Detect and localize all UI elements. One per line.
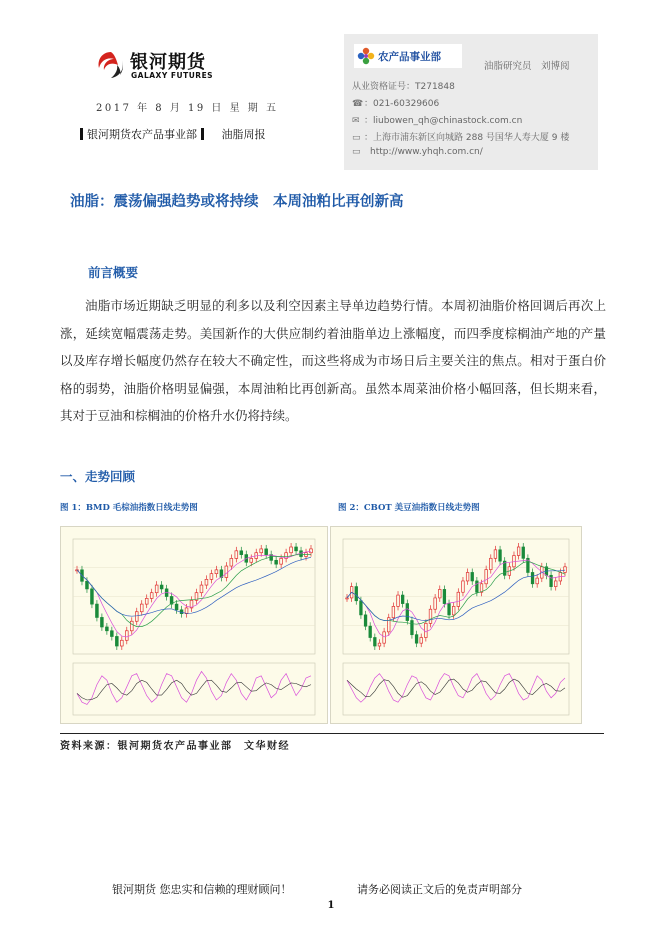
address-text: ：上海市浦东新区向城路 288 号国华人寿大厦 9 楼 (364, 133, 570, 143)
candle (489, 558, 492, 569)
candle (240, 551, 243, 555)
candle (145, 598, 148, 604)
source-divider (60, 733, 604, 734)
candle (175, 604, 178, 610)
footer-slogan: 银河期货 您忠实和信赖的理财顾问！ (112, 883, 292, 896)
email-text[interactable]: ：liubowen_qh@chinastock.com.cn (364, 116, 523, 126)
candle (155, 585, 158, 593)
candle (499, 550, 502, 561)
footer-disclaimer-note: 请务必阅读正文后的免责声明部分 (357, 883, 522, 896)
report-type: 油脂周报 (221, 128, 266, 141)
analyst-role: 油脂研究员 刘博阅 (484, 61, 570, 72)
dept-line (76, 126, 266, 142)
logo-chinese-name: 银河期货 (130, 52, 206, 73)
candle (346, 598, 349, 599)
candle (438, 589, 441, 597)
candle (425, 623, 428, 637)
intro-heading: 前言概要 (88, 265, 139, 280)
web-icon: ▭ (352, 147, 361, 157)
cbot-soyoil-chart (330, 526, 582, 724)
candle (130, 621, 133, 631)
indicator-signal-line (77, 680, 311, 700)
candle (96, 604, 99, 617)
candle (150, 593, 153, 599)
agri-dept-icon (356, 46, 376, 66)
candle (140, 604, 143, 612)
candle (420, 638, 423, 644)
candle (378, 643, 381, 646)
candle (476, 581, 479, 592)
candle (250, 558, 253, 562)
candle (536, 578, 539, 584)
candle (401, 595, 404, 603)
candle (110, 631, 113, 637)
data-source: 资料来源：银河期货农产品事业部 文华财经 (60, 741, 290, 752)
candle (210, 574, 213, 580)
website-row[interactable] (352, 147, 483, 157)
bmd-palm-oil-chart-svg (61, 527, 327, 723)
candle (125, 631, 128, 641)
report-title: 油脂：震荡偏强趋势或将持续 本周油粕比再创新高 (70, 194, 404, 210)
candle (120, 640, 123, 646)
license-number: 从业资格证号：T271848 (352, 82, 455, 92)
candle (457, 592, 460, 606)
candle (415, 635, 418, 643)
candle (448, 604, 451, 615)
candle (406, 604, 409, 621)
candle (554, 581, 557, 587)
candle (369, 626, 372, 637)
divider (80, 128, 83, 140)
candle (200, 585, 203, 593)
candle (205, 579, 208, 585)
candle (280, 558, 283, 564)
candle (513, 555, 516, 566)
section-one-heading: 一、走势回顾 (60, 469, 136, 484)
intro-body: 油脂市场近期缺乏明显的利多以及利空因素主导单边趋势行情。本周初油脂价格回调后再次上涨，延续宽幅震荡走势。美国新作的大供应制约着油脂单边上涨幅度，而四季度棕榈油产地的产量以及库存增长幅度仍然存在较大不确定性，而这些将成为市场日后主要关注的焦点。相对于蛋白价格的弱势，油脂价格明显偏强，本周油粕比再创新高。虽然本周菜油价格小幅回落，但长期来看，其对于豆油和棕榈油的价格升水仍将持续。 (60, 298, 606, 423)
candle (101, 617, 104, 627)
dept-logo (354, 44, 462, 68)
candle (411, 621, 414, 635)
candle (397, 595, 400, 606)
cbot-soyoil-chart-svg (331, 527, 581, 723)
candle (364, 615, 367, 626)
indicator-line (347, 674, 565, 703)
candle (452, 606, 455, 614)
candle (517, 547, 520, 555)
candle (383, 632, 386, 643)
divider (201, 128, 204, 140)
analyst-info-box (344, 34, 598, 170)
report-date: 2017 年 8 月 19 日 星 期 五 (96, 103, 279, 114)
candle (290, 547, 293, 553)
candle (215, 570, 218, 574)
candle (115, 636, 118, 646)
candle (86, 581, 89, 589)
candle (392, 606, 395, 617)
page-number: 1 (327, 900, 335, 911)
candle (471, 572, 474, 580)
candle (160, 585, 163, 589)
dept-name: 银河期货农产品事业部 (87, 128, 197, 141)
candle (91, 589, 94, 604)
candle (105, 627, 108, 631)
address-row (352, 130, 569, 143)
candle (429, 609, 432, 623)
dept-logo-text: 农产品事业部 (378, 51, 441, 63)
email-row[interactable] (352, 113, 522, 126)
bmd-palm-oil-chart (60, 526, 328, 724)
candle (466, 572, 469, 580)
candle (355, 587, 358, 601)
candle (260, 549, 263, 553)
phone-row (352, 96, 439, 109)
candle (135, 612, 138, 622)
candle (374, 638, 377, 646)
candle (310, 549, 313, 553)
indicator-panel (343, 663, 569, 715)
galaxy-futures-logo (96, 48, 236, 84)
candle (295, 547, 298, 551)
candle (225, 566, 228, 577)
candle (443, 589, 446, 603)
candle (360, 601, 363, 615)
figure-1-caption: 图 1：BMD 毛棕油指数日线走势图 (60, 503, 198, 513)
phone-text: ：021-60329606 (364, 99, 440, 109)
candle (531, 572, 534, 583)
candle (235, 551, 238, 559)
galaxy-logo-icon (96, 50, 126, 80)
candle (462, 581, 465, 592)
candle (564, 567, 567, 573)
phone-icon: ☎ (352, 99, 364, 109)
candle (265, 549, 268, 555)
candle (275, 560, 278, 564)
indicator-signal-line (347, 679, 565, 697)
logo-english-name: GALAXY FUTURES (131, 71, 214, 80)
candle (522, 547, 525, 558)
candle (230, 558, 233, 566)
address-icon: ▭ (352, 133, 361, 143)
candle (550, 575, 553, 586)
email-icon: ✉ (352, 116, 360, 126)
website-link[interactable]: http://www.yhqh.com.cn/ (370, 147, 483, 157)
candle (494, 550, 497, 558)
candle (434, 598, 437, 609)
figure-2-caption: 图 2：CBOT 美豆油指数日线走势图 (338, 503, 480, 513)
candle (485, 570, 488, 584)
